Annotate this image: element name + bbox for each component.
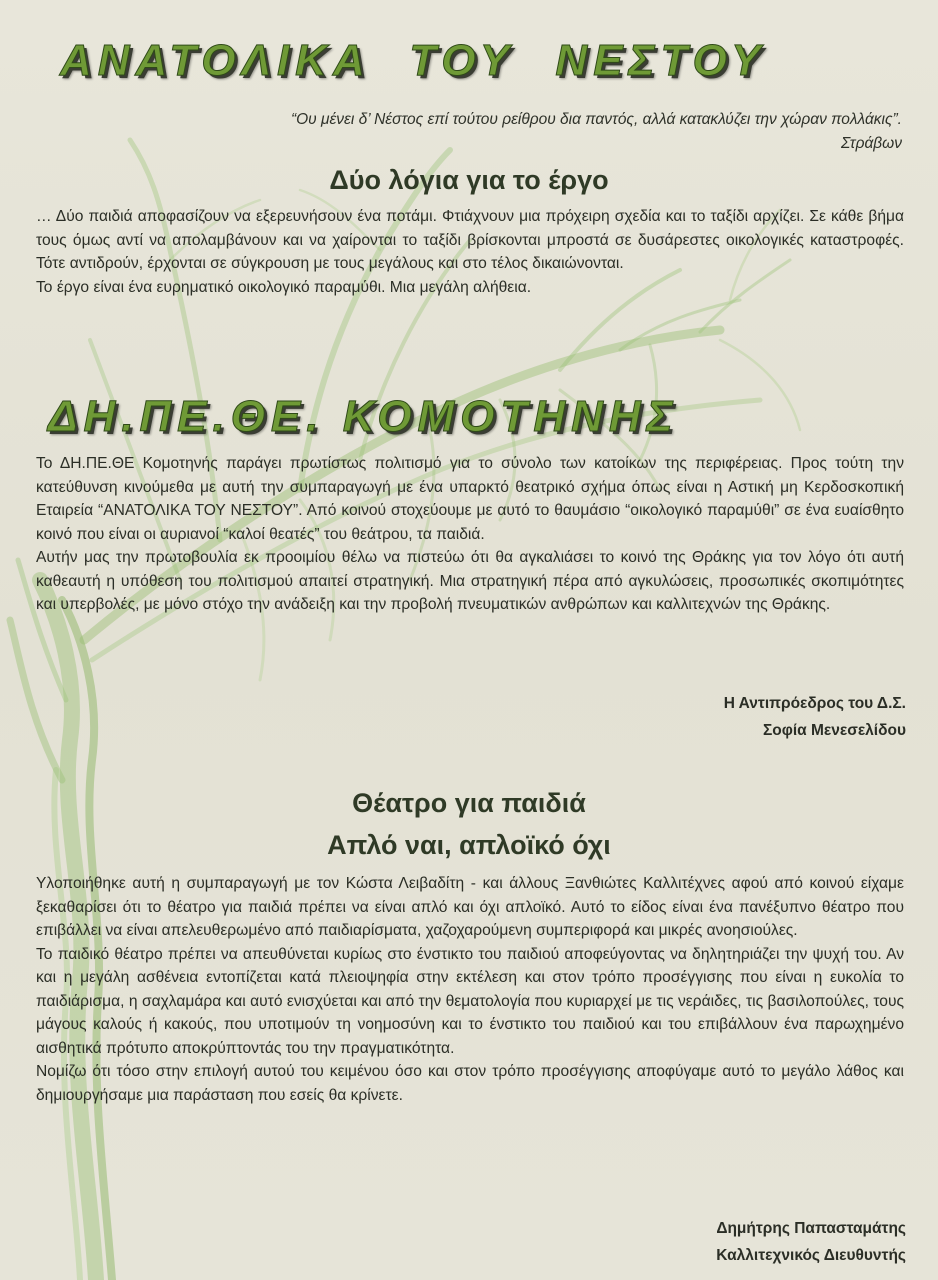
theatre-signature (716, 1215, 906, 1269)
theatre-paragraph-3: Νομίζω ότι τόσο στην επιλογή αυτού του κειμένου όσο και στον τρόπο προσέγγισης αποφύγαμε αυτό το μεγάλο λάθος και δημιουργήσαμε μια παράσταση που εσείς θα κρίνετε. (36, 1063, 904, 1104)
epigraph-author: Στράβων (841, 135, 902, 152)
theatre-text (36, 872, 904, 1107)
theatre-signature-name: Δημήτρης Παπασταμάτης (716, 1220, 906, 1237)
dipethe-signature (724, 690, 906, 744)
theatre-heading-1: Θέατρο για παιδιά (352, 788, 586, 818)
about-text (36, 205, 904, 299)
dipethe-paragraph-2: Αυτήν μας την πρωτοβουλία εκ προοιμίου θέλω να πιστεύω ότι θα αγκαλιάσει το κοινό της Θράκης για τον λόγο ότι αυτή καθεαυτή η υπόθεση του πολιτισμού απαιτεί στρατηγική. Μια στρατηγική πέρα από αγκυλώσεις, προσωπικές σκοπιμότητες και υπερβολές, με μόνο στόχο την ανάδειξη και την προβολή πνευματικών ανθρώπων και καλλιτεχνών της Θράκης. (36, 549, 904, 613)
dipethe-paragraph-1: Το ΔΗ.ΠΕ.ΘΕ Κομοτηνής παράγει πρωτίστως πολιτισμό για το σύνολο των κατοίκων της περιφέρειας. Προς τούτη την κατεύθυνση κινούμεθα με αυτή την συμπαραγωγή με ένα υπαρκτό θεατρικό σχήμα όπως είναι η Αστική μη Κερδοσκοπική Εταιρεία “ΑΝΑΤΟΛΙΚΑ ΤΟΥ ΝΕΣΤΟΥ”. Από κοινού στοχεύουμε με αυτό το θαυμάσιο “οικολογικό παραμύθι” σε ένα ευαίσθητο κοινό που είναι οι αυριανοί “καλοί θεατές” του θεάτρου, τα παιδιά. (36, 455, 904, 543)
dipethe-title: ΔΗ.ΠΕ.ΘΕ. ΚΟΜΟΤΗΝΗΣ (48, 392, 679, 441)
dipethe-signature-role: Η Αντιπρόεδρος του Δ.Σ. (723, 695, 906, 712)
dipethe-signature-name: Σοφία Μενεσελίδου (762, 722, 906, 739)
about-paragraph-2: Το έργο είναι ένα ευρηματικό οικολογικό παραμύθι. Μια μεγάλη αλήθεια. (36, 278, 532, 296)
theatre-heading-2: Απλό ναι, απλοϊκό όχι (327, 830, 611, 860)
theatre-signature-role: Καλλιτεχνικός Διευθυντής (716, 1247, 906, 1264)
theatre-paragraph-1: Υλοποιήθηκε αυτή η συμπαραγωγή με τον Κώστα Λειβαδίτη - και άλλους Ξανθιώτες Καλλιτέχνες αφού από κοινού είχαμε ξεκαθαρίσει ότι το θέατρο για παιδιά πρέπει να είναι απλό και όχι απλοϊκό. Αυτό το είδος είναι ένα πανέξυπνο θέατρο που επιβάλλει να είναι απελευθερωμένο από παιδιαρίσματα, χαζοχαρούμενη συμπεριφορά και μικρές ανοησιούλες. (36, 875, 904, 939)
theatre-paragraph-2: Το παιδικό θέατρο πρέπει να απευθύνεται κυρίως στο ένστικτο του παιδιού αποφεύγοντας να δηλητηριάζει την ψυχή του. Αν και η μεγάλη ασθένεια εντοπίζεται κατά πλειοψηφία στην εκτέλεση και στον τρόπο προσέγγισης που είναι η ευκολία το παιδιάρισμα, η σαχλαμάρα και αυτό ενισχύεται και από την θεματολογία που κυριαρχεί με τις νεράιδες, τις βασιλοπούλες, τους μάγους καλούς ή κακούς, που υποτιμούν τη νοημοσύνη και το ένστικτο του παιδιού και του επιβάλλουν ένα παρωχημένο αισθητικά πρότυπο αποκρύπτοντάς του την πραγματικότητα. (36, 945, 904, 1057)
about-paragraph-1: … Δύο παιδιά αποφασίζουν να εξερευνήσουν ένα ποτάμι. Φτιάχνουν μια πρόχειρη σχεδία και το ταξίδι αρχίζει. Σε κάθε βήμα τους όμως αντί να απολαμβάνουν και να χαίρονται το ταξίδι βρίσκονται μπροστά σε δυσάρεστες οικολογικές καταστροφές. Τότε αντιδρούν, έρχονται σε σύγκρουση με τους μεγάλους και στο τέλος δικαιώνονται. (36, 208, 904, 272)
about-heading: Δύο λόγια για το έργο (329, 165, 609, 195)
page-title: ΑΝΑΤΟΛΙΚΑ ΤΟΥ ΝΕΣΤΟΥ (60, 36, 767, 85)
epigraph (291, 108, 902, 156)
dipethe-text (36, 452, 904, 617)
epigraph-text: “Ου μένει δ’ Νέστος επί τούτου ρείθρου δια παντός, αλλά κατακλύζει την χώραν πολλάκις”. (290, 111, 902, 128)
